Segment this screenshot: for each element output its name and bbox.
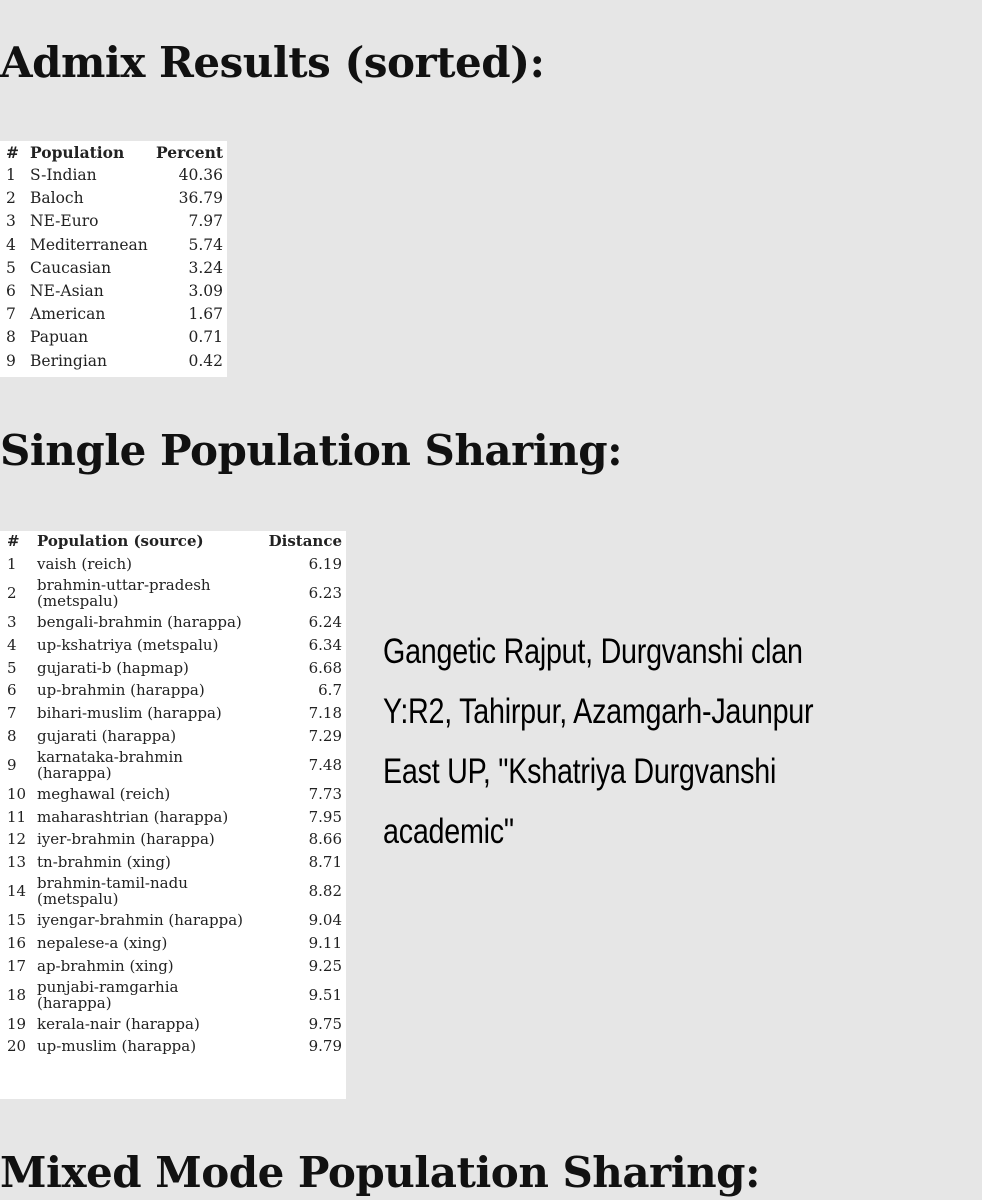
rank-cell: 9: [7, 755, 17, 774]
value-cell: 0.71: [188, 328, 223, 347]
column-header-population: Population: [30, 142, 125, 162]
table-row: [0, 234, 227, 257]
value-cell: 9.11: [308, 933, 342, 952]
population-source-cell: maharashtrian (harappa): [37, 807, 229, 826]
mixed-mode-population-sharing-heading: Mixed Mode Population Sharing:: [0, 1148, 761, 1197]
value-cell: 5.74: [188, 235, 223, 254]
value-cell: 0.42: [188, 351, 223, 370]
value-cell: 7.95: [308, 807, 342, 826]
value-cell: 9.04: [308, 911, 342, 930]
value-cell: 6.23: [308, 584, 342, 603]
rank-cell: 3: [7, 613, 17, 632]
admix-results-table-container: [0, 141, 227, 377]
value-cell: 1.67: [188, 305, 223, 324]
table-row: [0, 280, 227, 303]
population-cell: Beringian: [30, 351, 108, 370]
rank-cell: 12: [7, 830, 27, 849]
population-cell: Caucasian: [30, 258, 112, 277]
admix-results-table: [0, 141, 227, 373]
table-row: [0, 635, 346, 658]
rank-cell: 14: [7, 882, 27, 901]
table-row: [0, 703, 346, 726]
rank-cell: 5: [6, 258, 16, 277]
rank-cell: 1: [6, 166, 16, 185]
rank-cell: 15: [7, 911, 27, 930]
table-row: [0, 657, 346, 680]
caption-line: East UP, "Kshatriya Durgvanshi: [383, 752, 777, 791]
caption-line: Gangetic Rajput, Durgvanshi clan: [383, 632, 803, 671]
population-source-cell: gujarati (harappa): [37, 726, 177, 745]
value-cell: 6.34: [308, 636, 342, 655]
value-cell: 3.24: [188, 258, 223, 277]
population-source-cell: iyengar-brahmin (harappa): [37, 911, 243, 930]
rank-cell: 8: [6, 328, 16, 347]
table-row: [0, 187, 227, 210]
population-source-cell: kerala-nair (harappa): [37, 1014, 200, 1033]
table-row: [0, 327, 227, 350]
table-row: [0, 978, 346, 1014]
column-header-rank: #: [7, 532, 20, 551]
table-row: [0, 748, 346, 784]
value-cell: 9.51: [308, 985, 342, 1004]
rank-cell: 18: [7, 985, 27, 1004]
table-row: [0, 852, 346, 875]
table-row: [0, 164, 227, 187]
table-row: [0, 554, 346, 577]
rank-cell: 17: [7, 956, 27, 975]
population-source-cell: brahmin-uttar-pradesh (metspalu): [37, 576, 211, 611]
column-header-percent: Percent: [156, 142, 223, 162]
table-row: [0, 932, 346, 955]
table-row: [0, 725, 346, 748]
population-source-cell: up-muslim (harappa): [37, 1037, 197, 1056]
rank-cell: 5: [7, 658, 17, 677]
population-cell: Baloch: [30, 189, 84, 208]
table-row: [0, 874, 346, 910]
rank-cell: 9: [6, 351, 16, 370]
table-row: [0, 303, 227, 326]
value-cell: 3.09: [188, 281, 223, 300]
value-cell: 9.25: [308, 956, 342, 975]
population-source-cell: ap-brahmin (xing): [37, 956, 174, 975]
population-cell: Papuan: [30, 328, 89, 347]
table-row: [0, 910, 346, 933]
rank-cell: 19: [7, 1014, 27, 1033]
value-cell: 8.82: [308, 882, 342, 901]
value-cell: 7.18: [308, 704, 342, 723]
population-cell: S-Indian: [30, 166, 97, 185]
column-header-population-source: Population (source): [37, 532, 204, 551]
population-source-cell: punjabi-ramgarhia (harappa): [37, 977, 179, 1012]
population-source-cell: vaish (reich): [37, 555, 132, 574]
population-source-cell: bihari-muslim (harappa): [37, 704, 222, 723]
value-cell: 8.71: [308, 853, 342, 872]
table-row: [0, 576, 346, 612]
table-row: [0, 806, 346, 829]
population-source-cell: bengali-brahmin (harappa): [37, 613, 242, 632]
single-population-sharing-table: [0, 531, 346, 1059]
rank-cell: 4: [6, 235, 16, 254]
single-population-sharing-heading: Single Population Sharing:: [0, 426, 623, 475]
value-cell: 7.97: [188, 212, 223, 231]
value-cell: 36.79: [178, 189, 223, 208]
rank-cell: 2: [7, 584, 17, 603]
population-source-cell: up-brahmin (harappa): [37, 681, 205, 700]
rank-cell: 13: [7, 853, 27, 872]
rank-cell: 6: [7, 681, 17, 700]
column-header-distance: Distance: [268, 532, 342, 551]
rank-cell: 16: [7, 933, 27, 952]
value-cell: 9.79: [308, 1037, 342, 1056]
population-source-cell: up-kshatriya (metspalu): [37, 636, 219, 655]
value-cell: 9.75: [308, 1014, 342, 1033]
population-source-cell: meghawal (reich): [37, 784, 171, 803]
population-source-cell: iyer-brahmin (harappa): [37, 830, 215, 849]
caption-line: academic": [383, 812, 514, 851]
table-row: [0, 784, 346, 807]
population-source-cell: karnataka-brahmin (harappa): [37, 748, 183, 782]
population-cell: NE-Euro: [30, 212, 99, 231]
single-sharing-table-container: [0, 531, 346, 1099]
value-cell: 40.36: [178, 166, 223, 185]
value-cell: 6.24: [308, 613, 342, 632]
table-row: [0, 350, 227, 373]
rank-cell: 8: [7, 726, 17, 745]
rank-cell: 2: [6, 189, 16, 208]
rank-cell: 1: [7, 555, 17, 574]
table-row: [0, 680, 346, 703]
table-row: [0, 955, 346, 978]
admix-results-heading: Admix Results (sorted):: [0, 38, 545, 87]
population-source-cell: nepalese-a (xing): [37, 933, 168, 952]
caption-text: [383, 622, 814, 862]
table-header-row: [0, 531, 346, 554]
table-row: [0, 612, 346, 635]
table-row: [0, 1036, 346, 1059]
value-cell: 6.19: [308, 555, 342, 574]
table-header-row: [0, 141, 227, 164]
caption-line: Y:R2, Tahirpur, Azamgarh-Jaunpur: [383, 692, 814, 731]
rank-cell: 6: [6, 281, 16, 300]
table-row: [0, 257, 227, 280]
table-row: [0, 211, 227, 234]
value-cell: 6.68: [308, 658, 342, 677]
rank-cell: 11: [7, 807, 27, 826]
rank-cell: 7: [6, 305, 16, 324]
value-cell: 7.48: [308, 755, 342, 774]
table-row: [0, 1013, 346, 1036]
table-row: [0, 829, 346, 852]
rank-cell: 20: [7, 1037, 27, 1056]
rank-cell: 3: [6, 212, 16, 231]
population-cell: Mediterranean: [30, 235, 148, 254]
column-header-rank: #: [6, 142, 19, 162]
rank-cell: 10: [7, 784, 27, 803]
population-source-cell: tn-brahmin (xing): [37, 853, 171, 872]
population-source-cell: brahmin-tamil-nadu (metspalu): [37, 874, 188, 908]
value-cell: 6.7: [318, 681, 342, 700]
rank-cell: 7: [7, 704, 17, 723]
population-cell: American: [30, 305, 106, 324]
value-cell: 7.73: [308, 784, 342, 803]
value-cell: 7.29: [308, 726, 342, 745]
population-source-cell: gujarati-b (hapmap): [37, 658, 189, 677]
rank-cell: 4: [7, 636, 17, 655]
population-cell: NE-Asian: [30, 281, 104, 300]
value-cell: 8.66: [308, 830, 342, 849]
